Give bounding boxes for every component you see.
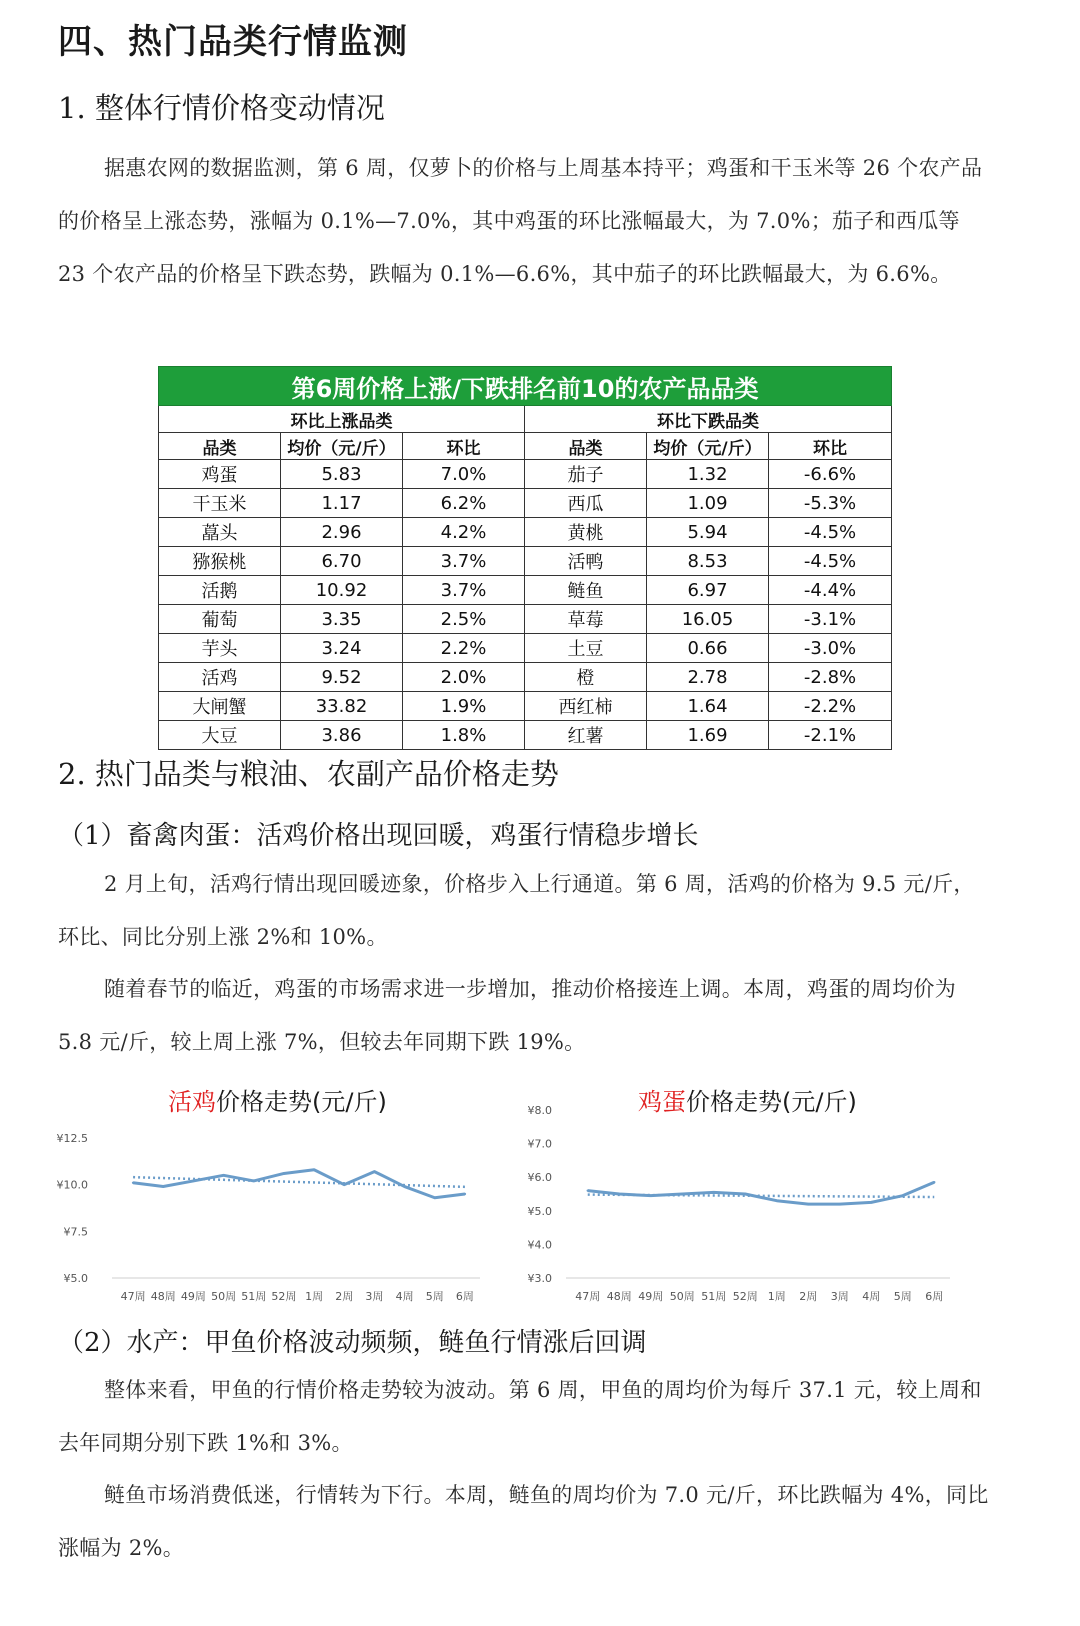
table-cell: 6.70 bbox=[281, 547, 403, 576]
x-tick-label: 3周 bbox=[365, 1290, 384, 1303]
table-row bbox=[159, 489, 892, 518]
table-cell: 黄桃 bbox=[525, 518, 647, 547]
table-row bbox=[159, 518, 892, 547]
series-point bbox=[132, 1182, 134, 1184]
y-tick-label: ¥6.0 bbox=[527, 1171, 552, 1185]
table-cell: 2.96 bbox=[281, 518, 403, 547]
x-tick-label: 48周 bbox=[606, 1290, 632, 1303]
series-point bbox=[807, 1203, 809, 1205]
series-line bbox=[133, 1170, 465, 1198]
table-row bbox=[159, 460, 892, 489]
y-tick-label: ¥12.5 bbox=[56, 1132, 88, 1145]
col-header: 均价（元/斤） bbox=[647, 433, 769, 460]
table-cell: 16.05 bbox=[647, 605, 769, 634]
y-tick-label: ¥10.0 bbox=[56, 1178, 88, 1192]
y-tick-label: ¥3.0 bbox=[527, 1272, 552, 1285]
table-cell: 10.92 bbox=[281, 576, 403, 605]
x-tick-label: 48周 bbox=[150, 1290, 176, 1303]
table-cell: 茄子 bbox=[525, 460, 647, 489]
x-tick-label: 51周 bbox=[241, 1290, 267, 1303]
table-cell: -3.1% bbox=[769, 605, 892, 634]
series-point bbox=[776, 1200, 778, 1202]
series-point bbox=[162, 1185, 164, 1187]
section-title: 四、热门品类行情监测 bbox=[58, 22, 408, 62]
table-cell: -4.5% bbox=[769, 547, 892, 576]
table-row bbox=[159, 692, 892, 721]
item-1-title: （1）畜禽肉蛋：活鸡价格出现回暖，鸡蛋行情稳步增长 bbox=[58, 821, 699, 851]
y-tick-label: ¥7.5 bbox=[63, 1225, 88, 1239]
x-tick-label: 5周 bbox=[893, 1290, 912, 1303]
table-row bbox=[159, 634, 892, 663]
series-point bbox=[283, 1172, 285, 1174]
group-down-label: 环比下跌品类 bbox=[525, 406, 892, 433]
table-cell: 1.8% bbox=[403, 721, 525, 750]
col-header: 品类 bbox=[159, 433, 281, 460]
chart-title-rest: 价格走势(元/斤) bbox=[686, 1088, 857, 1116]
table-cell: 活鹅 bbox=[159, 576, 281, 605]
table-cell: 芋头 bbox=[159, 634, 281, 663]
item-2-title: （2）水产：甲鱼价格波动频频，鲢鱼行情涨后回调 bbox=[58, 1328, 647, 1358]
table-cell: 2.0% bbox=[403, 663, 525, 692]
x-tick-label: 47周 bbox=[120, 1290, 146, 1303]
subsection-1-title: 1. 整体行情价格变动情况 bbox=[58, 91, 385, 125]
y-tick-label: ¥8.0 bbox=[527, 1104, 552, 1117]
table-cell: 活鸭 bbox=[525, 547, 647, 576]
table-cell: 藠头 bbox=[159, 518, 281, 547]
item-2-paragraph-2: 鲢鱼市场消费低迷，行情转为下行。本周，鲢鱼的周均价为 7.0 元/斤，环比跌幅为 4%，同比涨幅为 2%。 bbox=[58, 1483, 989, 1560]
table-cell: 3.24 bbox=[281, 634, 403, 663]
x-tick-label: 2周 bbox=[335, 1290, 354, 1303]
x-tick-label: 49周 bbox=[638, 1290, 664, 1303]
chicken-price-chart bbox=[40, 1082, 510, 1328]
table-cell: -2.8% bbox=[769, 663, 892, 692]
series-line bbox=[588, 1182, 935, 1204]
overview-paragraph: 据惠农网的数据监测，第 6 周，仅萝卜的价格与上周基本持平；鸡蛋和干玉米等 26 个农产品的价格呈上涨态势，涨幅为 0.1%—7.0%，其中鸡蛋的环比涨幅最大，为 7.0%；茄子和西瓜等 23 个农产品的价格呈下跌态势，跌幅为 0.1%—6.6%，其中茄子的环比跌幅最大，为 6.6%。 bbox=[58, 156, 983, 286]
x-tick-label: 4周 bbox=[395, 1290, 414, 1303]
series-point bbox=[464, 1193, 466, 1195]
table-cell: -3.0% bbox=[769, 634, 892, 663]
col-header: 环比 bbox=[403, 433, 525, 460]
table-cell: -4.5% bbox=[769, 518, 892, 547]
table-row bbox=[159, 663, 892, 692]
y-tick-label: ¥7.0 bbox=[527, 1137, 552, 1151]
series-point bbox=[587, 1189, 589, 1191]
table-cell: 1.32 bbox=[647, 460, 769, 489]
series-point bbox=[313, 1169, 315, 1171]
table-cell: 鲢鱼 bbox=[525, 576, 647, 605]
table-cell: 1.17 bbox=[281, 489, 403, 518]
table-cell: 草莓 bbox=[525, 605, 647, 634]
chart-svg bbox=[40, 1082, 510, 1328]
group-up-label: 环比上涨品类 bbox=[159, 406, 525, 433]
table-cell: 葡萄 bbox=[159, 605, 281, 634]
chart-svg bbox=[520, 1082, 970, 1328]
y-tick-label: ¥5.0 bbox=[63, 1272, 88, 1285]
chart-title-rest: 价格走势(元/斤) bbox=[216, 1088, 387, 1116]
table-cell: 西瓜 bbox=[525, 489, 647, 518]
x-tick-label: 2周 bbox=[799, 1290, 818, 1303]
table-cell: 4.2% bbox=[403, 518, 525, 547]
table-cell: 活鸡 bbox=[159, 663, 281, 692]
table-cell: 5.83 bbox=[281, 460, 403, 489]
series-point bbox=[933, 1181, 935, 1183]
egg-price-chart bbox=[520, 1082, 970, 1328]
table-cell: 西红柿 bbox=[525, 692, 647, 721]
rank-table bbox=[158, 366, 892, 750]
table-cell: 1.64 bbox=[647, 692, 769, 721]
series-point bbox=[650, 1194, 652, 1196]
table-cell: 3.7% bbox=[403, 547, 525, 576]
table-cell: 8.53 bbox=[647, 547, 769, 576]
table-cell: 3.86 bbox=[281, 721, 403, 750]
table-cell: 干玉米 bbox=[159, 489, 281, 518]
table-cell: 7.0% bbox=[403, 460, 525, 489]
series-point bbox=[222, 1174, 224, 1176]
table-cell: 红薯 bbox=[525, 721, 647, 750]
y-tick-label: ¥5.0 bbox=[527, 1204, 552, 1218]
table-row bbox=[159, 576, 892, 605]
col-header: 均价（元/斤） bbox=[281, 433, 403, 460]
x-tick-label: 1周 bbox=[305, 1290, 324, 1303]
item-2-paragraph-1: 整体来看，甲鱼的行情价格走势较为波动。第 6 周，甲鱼的周均价为每斤 37.1 元，较上周和去年同期分别下跌 1%和 3%。 bbox=[58, 1378, 982, 1455]
col-header: 品类 bbox=[525, 433, 647, 460]
table-body bbox=[159, 460, 892, 750]
table-cell: 9.52 bbox=[281, 663, 403, 692]
table-cell: 2.78 bbox=[647, 663, 769, 692]
table-row bbox=[159, 721, 892, 750]
table-cell: 6.2% bbox=[403, 489, 525, 518]
x-tick-label: 3周 bbox=[830, 1290, 849, 1303]
table-cell: -5.3% bbox=[769, 489, 892, 518]
table-cell: -2.1% bbox=[769, 721, 892, 750]
table-cell: 土豆 bbox=[525, 634, 647, 663]
series-point bbox=[870, 1201, 872, 1203]
table-cell: 2.5% bbox=[403, 605, 525, 634]
table-cell: 猕猴桃 bbox=[159, 547, 281, 576]
series-point bbox=[839, 1203, 841, 1205]
table-cell: 大豆 bbox=[159, 721, 281, 750]
table-cell: -4.4% bbox=[769, 576, 892, 605]
x-tick-label: 50周 bbox=[211, 1290, 237, 1303]
x-tick-label: 1周 bbox=[767, 1290, 786, 1303]
table-cell: 33.82 bbox=[281, 692, 403, 721]
table-cell: 5.94 bbox=[647, 518, 769, 547]
chart-title-highlight: 活鸡 bbox=[168, 1088, 216, 1116]
x-tick-label: 4周 bbox=[862, 1290, 881, 1303]
table-row bbox=[159, 605, 892, 634]
table-cell: 2.2% bbox=[403, 634, 525, 663]
x-tick-label: 49周 bbox=[180, 1290, 206, 1303]
table-cell: 0.66 bbox=[647, 634, 769, 663]
x-tick-label: 47周 bbox=[575, 1290, 601, 1303]
subsection-2-title: 2. 热门品类与粮油、农副产品价格走势 bbox=[58, 757, 559, 791]
table-cell: 橙 bbox=[525, 663, 647, 692]
x-tick-label: 50周 bbox=[669, 1290, 695, 1303]
table-cell: 1.69 bbox=[647, 721, 769, 750]
x-tick-label: 52周 bbox=[271, 1290, 297, 1303]
x-tick-label: 6周 bbox=[455, 1290, 474, 1303]
chart-title-highlight: 鸡蛋 bbox=[638, 1088, 686, 1116]
x-tick-label: 51周 bbox=[701, 1290, 727, 1303]
table-cell: 1.09 bbox=[647, 489, 769, 518]
item-1-paragraph-1: 2 月上旬，活鸡行情出现回暖迹象，价格步入上行通道。第 6 周，活鸡的价格为 9.5 元/斤，环比、同比分别上涨 2%和 10%。 bbox=[58, 872, 975, 949]
rank-table-container bbox=[158, 366, 891, 750]
series-point bbox=[713, 1191, 715, 1193]
series-point bbox=[434, 1197, 436, 1199]
chart-title bbox=[168, 1082, 387, 1117]
table-cell: 3.7% bbox=[403, 576, 525, 605]
table-cell: -6.6% bbox=[769, 460, 892, 489]
col-header: 环比 bbox=[769, 433, 892, 460]
item-1-paragraph-2: 随着春节的临近，鸡蛋的市场需求进一步增加，推动价格接连上调。本周，鸡蛋的周均价为 5.8 元/斤，较上周上涨 7%，但较去年同期下跌 19%。 bbox=[58, 977, 956, 1054]
table-cell: 3.35 bbox=[281, 605, 403, 634]
y-tick-label: ¥4.0 bbox=[527, 1238, 552, 1252]
x-tick-label: 6周 bbox=[925, 1290, 944, 1303]
table-cell: 1.9% bbox=[403, 692, 525, 721]
series-point bbox=[373, 1170, 375, 1172]
table-row bbox=[159, 547, 892, 576]
table-cell: 大闸蟹 bbox=[159, 692, 281, 721]
x-tick-label: 52周 bbox=[732, 1290, 758, 1303]
table-cell: -2.2% bbox=[769, 692, 892, 721]
chart-title bbox=[638, 1082, 857, 1117]
x-tick-label: 5周 bbox=[425, 1290, 444, 1303]
table-cell: 鸡蛋 bbox=[159, 460, 281, 489]
table-cell: 6.97 bbox=[647, 576, 769, 605]
table-title: 第6周价格上涨/下跌排名前10的农产品品类 bbox=[159, 367, 892, 406]
